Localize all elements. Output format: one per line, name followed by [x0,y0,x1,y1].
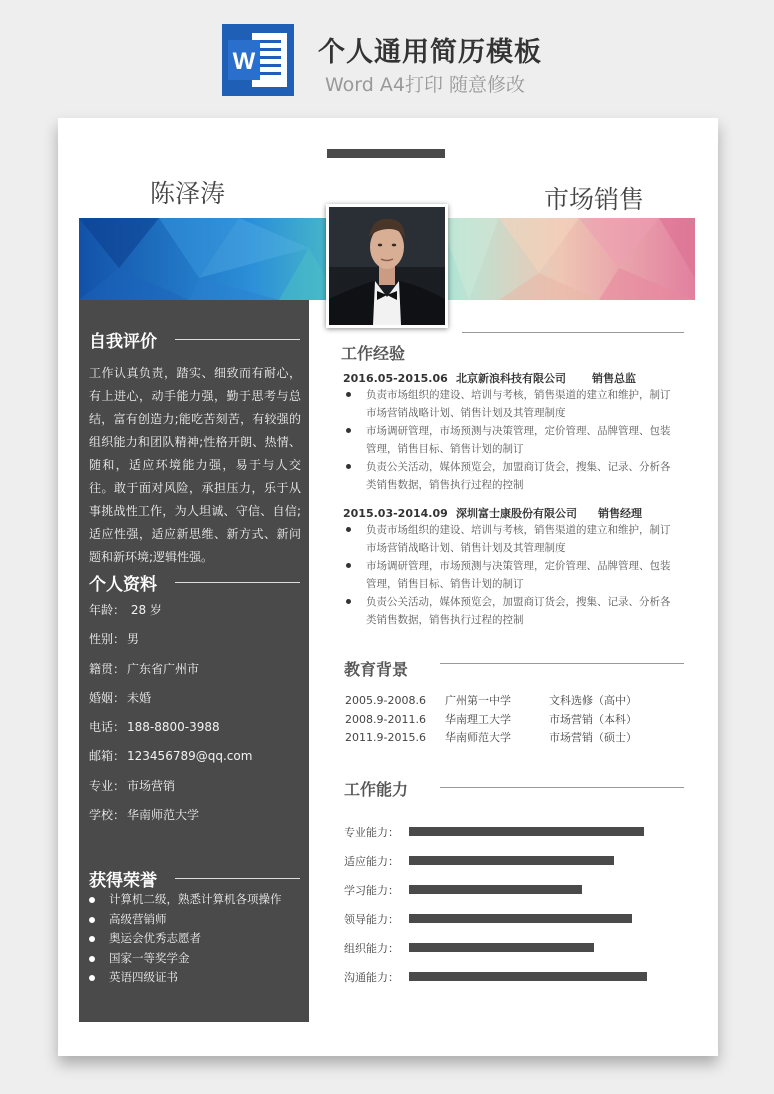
job-period: 2016.05-2015.06 [343,372,448,385]
heading-rule [175,339,300,340]
edu-school: 华南师范大学 [445,731,511,745]
heading-rule [175,878,300,879]
info-label: 电话： [89,720,126,735]
duty-item: 市场调研管理，市场预测与决策管理，定价管理、品牌管理、包装管理，销售目标、销售计划的制订 [344,422,678,458]
education-heading: 教育背景 [344,660,409,679]
skill-bar [409,943,594,952]
edu-major: 文科选修（高中） [549,694,637,707]
skill-label: 领导能力： [344,913,399,926]
honor-item: 计算机二级，熟悉计算机各项操作 [89,890,282,910]
portrait-photo [326,204,448,328]
job-company: 深圳富士康股份有限公司 [456,507,577,520]
education-table [345,692,637,748]
honor-item: 英语四级证书 [89,968,282,988]
self-eval-title: 自我评价 [89,332,157,352]
info-gender [89,625,252,654]
skill-bar [409,914,632,923]
duty-item: 市场调研管理，市场预测与决策管理，定价管理、品牌管理、包装管理，销售目标、销售计划的制订 [344,557,678,593]
education-row [345,729,637,748]
info-label: 籍贯： [89,661,126,676]
education-rule [440,663,684,664]
info-value: 市场营销 [127,778,176,793]
word-icon [222,24,294,96]
heading-rule [175,582,300,583]
info-age [89,596,252,625]
skill-row [344,943,684,955]
skill-bar [409,827,644,836]
personal-info-title: 个人资料 [89,575,157,595]
skill-row [344,972,684,984]
template-subtitle: Word A4打印 随意修改 [325,74,526,96]
skill-label: 适应能力： [344,855,399,868]
work-heading: 工作经验 [341,344,406,363]
honors-title: 获得荣誉 [89,871,157,891]
info-phone [89,713,252,742]
skill-bar [409,885,582,894]
skill-row [344,856,684,868]
edu-period: 2011.9-2015.6 [345,731,426,745]
applicant-name: 陈泽涛 [150,179,226,208]
skill-label: 沟通能力： [344,971,399,984]
skill-row [344,885,684,897]
edu-period: 2008.9-2011.6 [345,712,426,726]
info-label: 婚姻： [89,690,126,705]
self-eval-text: 工作认真负责，踏实、细致而有耐心，有上进心，动手能力强，勤于思考与总结，富有创造力;能吃苦刻苦，有较强的组织能力和团队精神;性格开朗、热情、随和，适应环境能力强，易于与人交往。敢于面对风险，承担压力，乐于从事挑战性工作，为人坦诚、守信、自信;适应性强，适应新思维、新方式、新问题和新环境;逻辑性强。 [89,366,301,564]
info-label: 专业： [89,778,126,793]
job-duties [344,521,678,629]
honor-item: 高级营销师 [89,910,282,930]
personal-info-heading [89,570,300,595]
skill-label: 学习能力： [344,884,399,897]
work-top-rule [462,332,684,333]
duty-item: 负责市场组织的建设、培训与考核，销售渠道的建立和维护，制订市场营销战略计划、销售计划及其管理制度 [344,521,678,557]
skill-row [344,914,684,926]
job-header [343,370,636,386]
job-duties [344,386,678,494]
edu-period: 2005.9-2008.6 [345,694,426,707]
edu-major: 市场营销（硕士） [549,731,637,745]
skill-track [409,914,659,923]
info-value: 123456789@qq.com [127,749,253,764]
skill-track [409,827,659,836]
target-position: 市场销售 [544,185,645,214]
job-period: 2015.03-2014.09 [343,507,448,520]
resume-page [58,118,718,1056]
info-label: 年龄： [89,603,126,617]
job-company: 北京新浪科技有限公司 [456,372,566,385]
top-decor-bar [327,149,445,158]
edu-school: 广州第一中学 [445,694,511,707]
honor-item: 奥运会优秀志愿者 [89,929,282,949]
skill-track [409,856,659,865]
education-row [345,692,637,711]
education-row [345,711,637,730]
edu-school: 华南理工大学 [445,712,511,726]
info-label: 邮箱： [89,749,126,764]
personal-info-list [89,596,252,830]
skill-bar [409,972,647,981]
honor-item: 国家一等奖学金 [89,949,282,969]
duty-item: 负责公关活动，媒体预览会，加盟商订货会，搜集、记录、分析各类销售数据，销售执行过程的控制 [344,593,678,629]
skill-bar [409,856,614,865]
skill-label: 组织能力： [344,942,399,955]
self-eval-heading [89,327,300,352]
info-email [89,742,252,771]
template-banner [0,0,774,112]
info-school [89,801,252,830]
skills-heading: 工作能力 [344,780,409,799]
job-position: 销售经理 [598,507,642,520]
job-position: 销售总监 [592,372,636,385]
job-header [343,505,642,521]
duty-item: 负责市场组织的建设、培训与考核，销售渠道的建立和维护，制订市场营销战略计划、销售计划及其管理制度 [344,386,678,422]
info-value: 广东省广州市 [127,661,200,676]
left-sidebar [79,300,309,1022]
info-major [89,772,252,801]
skill-label: 专业能力： [344,826,399,839]
info-marital [89,684,252,713]
honors-list [89,890,282,988]
skill-row [344,827,684,839]
svg-text:W: W [232,48,256,75]
info-value: 华南师范大学 [127,808,200,823]
skills-rule [440,787,684,788]
info-value: 男 [127,632,140,647]
info-hometown [89,655,252,684]
duty-item: 负责公关活动，媒体预览会，加盟商订货会，搜集、记录、分析各类销售数据，销售执行过程的控制 [344,458,678,494]
honors-heading [89,866,300,891]
skill-track [409,972,659,981]
info-value: 未婚 [127,690,152,705]
skill-track [409,885,659,894]
template-title: 个人通用简历模板 [318,37,542,68]
skill-track [409,943,659,952]
info-value: 188-8800-3988 [127,720,220,735]
edu-major: 市场营销（本科） [549,712,637,726]
info-label: 学校： [89,808,126,823]
info-label: 性别： [89,632,126,647]
info-value: 28 岁 [127,603,162,617]
